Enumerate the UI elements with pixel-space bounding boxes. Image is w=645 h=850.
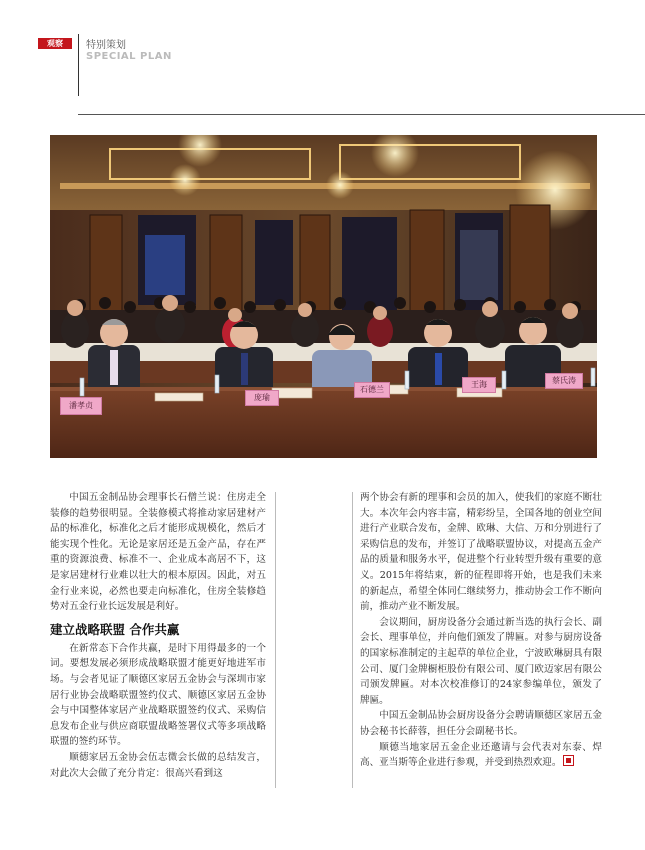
paragraph: 在新常态下合作共赢，是时下用得最多的一个词。要想发展必须形成战略联盟才能更好地进军市场。与会者见证了顺德区家居五金协会与深圳市家居行业协会战略联盟签约仪式、顺德区家居五金协会与中国整体家居产业战略联盟签约仪式、采购信息发布企业与供应商联盟战略签署仪式等多项战略联盟的签约环节。: [50, 642, 266, 748]
header-rule: [78, 114, 645, 115]
article-column-right: [360, 490, 602, 771]
section-title-en: SPECIAL PLAN: [86, 51, 172, 62]
conference-photo-illustration: [50, 135, 597, 458]
paragraph: 顺德家居五金协会伍志微会长做的总结发言，对此次大会做了充分肯定：很高兴看到这: [50, 751, 266, 779]
section-heading: 建立战略联盟 合作共赢: [50, 621, 180, 637]
name-card: 王海: [462, 377, 496, 393]
section-badge: 观察: [38, 38, 72, 49]
section-title-cn: 特别策划: [86, 40, 126, 51]
conference-photo: [50, 135, 597, 458]
column-divider-right: [352, 492, 353, 788]
name-card: 庞瑜: [245, 390, 279, 406]
paragraph: 中国五金制品协会厨房设备分会聘请顺德区家居五金协会秘书长薛蓉，担任分会副秘书长。: [360, 710, 602, 737]
paragraph: 中国五金制品协会理事长石僧兰说：住房走全装修的趋势很明显。全装修模式将推动家居建材产品的标准化，标准化之后才能形成规模化，然后才能实现个性化。无论是家居还是五金产品，存在严重的资源浪费、标准不一、企业成本高居不下，这是家居建材行业难以壮大的根本原因。因此，对五金行业来说，必然也要走向标准化，住房全装修趋势对五金行业长远发展是利好。: [50, 492, 266, 613]
paragraph: 两个协会有新的理事和会员的加入，使我们的家庭不断壮大。本次年会内容丰富，精彩纷呈，全国各地的创业空间进行产业联合发布，金牌、欧琳、大信、万和分别进行了采购信息的发布，并签订了战略联盟协议，对提高五金产品的质量和服务水平，促进整个行业转型升级有重要的意义。2015年将结束，新的征程即将开始，也是我们未来的新起点，希望全体同仁继续努力，推动协会工作不断向前，推动产业不断发展。: [360, 492, 602, 613]
name-card: 潘孝贞: [60, 397, 102, 415]
paragraph-last: [360, 740, 602, 771]
name-card: 蔡氏涛: [545, 373, 583, 389]
header-divider: [78, 34, 79, 96]
article-column-left: [50, 490, 266, 781]
paragraph-text: 顺德当地家居五金企业还邀请与会代表对东泰、焊高、亚当斯等企业进行参观，并受到热烈欢迎。: [360, 741, 602, 769]
end-of-article-icon: [563, 755, 574, 766]
name-card: 石德兰: [354, 382, 390, 398]
paragraph: 会议期间，厨房设备分会通过新当选的执行会长、副会长、理事单位，并向他们颁发了牌匾。对参与厨房设备的国家标准制定的主起草的单位企业，宁波欧琳厨具有限公司、厦门金牌橱柜股份有限公司、厦门欧迈家居有限公司颁发牌匾。对本次校准修订的24家参编单位，颁发了牌匾。: [360, 616, 602, 706]
column-divider-left: [275, 492, 276, 788]
